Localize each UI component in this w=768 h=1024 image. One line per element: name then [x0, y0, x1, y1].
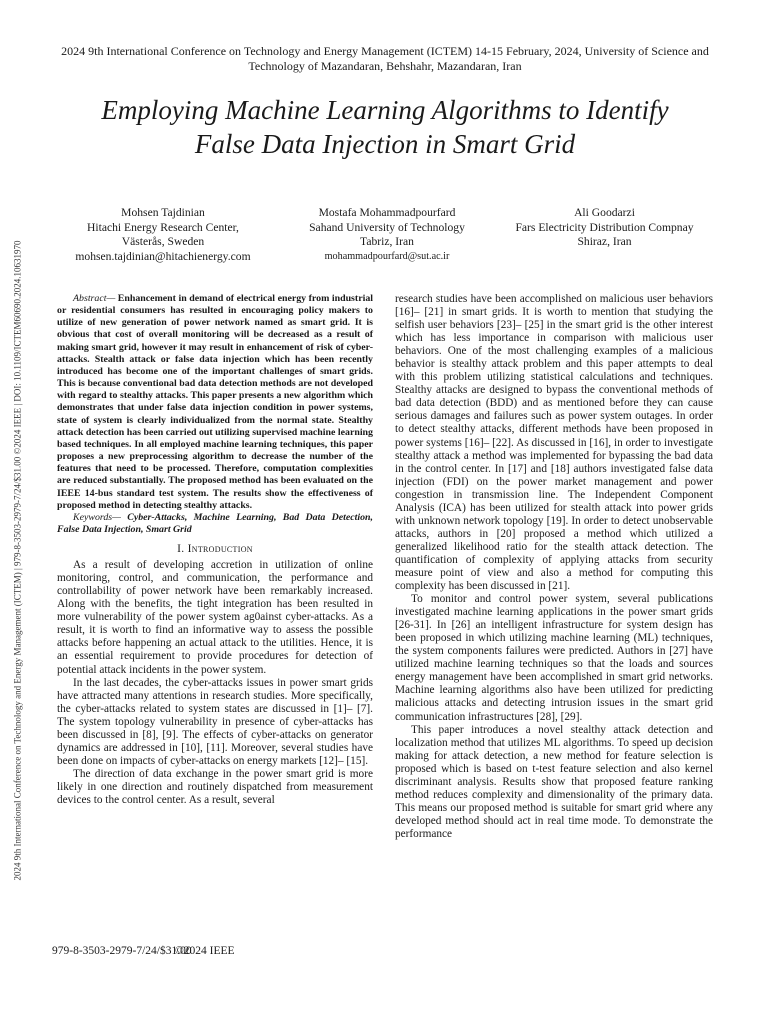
footer-isbn: 979-8-3503-2979-7/24/$31.00: [52, 945, 192, 957]
author-affiliation: Fars Electricity Distribution Compnay: [515, 220, 694, 234]
author-name: Mostafa Mohammadpourfard: [318, 206, 456, 219]
abstract-label: Abstract—: [73, 293, 116, 304]
author-block: [40, 206, 730, 266]
section-heading: [57, 542, 373, 556]
intro-paragraph-3: The direction of data exchange in the power smart grid is more likely in one direction and routinely dispatched from measurement devices to the control center. As a result, several: [57, 767, 373, 806]
title-line-2: False Data Injection in Smart Grid: [194, 129, 576, 159]
author-affiliation: Sahand University of Technology: [309, 220, 465, 234]
intro-paragraph-2: In the last decades, the cyber-attacks issues in power smart grids have attracted many attentions in research studies. More specifically, the cyber-attacks related to system states are discussed in [1]– [7]. The system topology vulnerability in presence of cyber-attacks has been discussed in [8], [9]. The effects of cyber-attacks on generator dynamics are addressed in [10], [11]. Moreover, several studies have been done on impacts of cyber-attacks on energy markets [12]– [15].: [57, 676, 373, 767]
author-1: [68, 206, 258, 264]
author-email: mohsen.tajdinian@hitachienergy.com: [75, 249, 251, 263]
right-paragraph-2: To monitor and control power system, several publications investigated machine learning applications in the power smart grids [26-31]. In [26] an intelligent infrastructure for system design has been proposed in which utilizing machine learning (ML) techniques, the system components failures were predicted. Authors in [27] have utilized machine learning techniques so that the loads and sources energy management have been accomplished in smart grid networks. Machine learning algorithms also have been utilized for predicting malicious attacks and detecting intrusion issues in the smart grid communication infrastructures [28], [29].: [395, 593, 713, 723]
right-paragraph-3: This paper introduces a novel stealthy attack detection and localization method that utilizes ML algorithms. To speed up decision making for attack detection, a new method for feature selection is proposed which is based on t-test feature selection and also kernel discriminant analysis. Results show that proposed feature ranking method reduces complexity and dimensionality of the primary data. This means our proposed method is suitable for smart grid where any developed method should act in real time mode. To demonstrate the performance: [395, 723, 713, 840]
section-number: I.: [177, 543, 185, 556]
author-name: Mohsen Tajdinian: [121, 206, 205, 219]
right-column: [395, 293, 713, 841]
author-location: Västerås, Sweden: [121, 235, 205, 248]
side-doi-stamp: 2024 9th International Conference on Technology and Energy Management (ICTEM) | 979-8-3503-2979-7/24/$31.00 ©2024 IEEE | DOI: 10.1109/ICTEM60690.2024.10631970: [12, 240, 23, 881]
keywords-text: Cyber-Attacks, Machine Learning, Bad Data Detection, False Data Injection, Smart Grid: [57, 511, 373, 535]
abstract-text: Enhancement in demand of electrical energy from industrial or residential consumers has resulted in encouraging policy makers to utilize of new generation of power network named as smart grid. It is obvious that cost of overall monitoring will be decreased as a result of making smart grid, however it may result in enhancement of risk of cyber-attacks. Stealth attack or false data injection which has been recently introduced has become one of the important challenges of smart grids. This is because conventional bad data detection methods are not developed with regard to stealthy attacks. This paper presents a new algorithm which demonstrates that under false data injection condition in power systems, state of system is clearly individualized from the normal state. Stealthy attack detection has been carried out utilizing supervised machine learning based techniques. In all employed machine learning techniques, this paper proposes a new preprocessing algorithm to decrease the number of the features that need to be processed. Therefore, computation complexities are reduced substantially. The proposed method has been evaluated on the IEEE 14-bus standard test system. The results show the effectiveness of proposed method in detecting stealthy attacks.: [57, 293, 373, 511]
author-affiliation: Hitachi Energy Research Center,: [87, 220, 239, 234]
author-location: Tabriz, Iran: [360, 235, 414, 248]
keywords-label: Keywords—: [73, 511, 121, 523]
left-column: [57, 293, 373, 807]
paper-title: [40, 93, 730, 161]
abstract: [57, 293, 373, 512]
author-name: Ali Goodarzi: [574, 206, 635, 219]
title-line-1: Employing Machine Learning Algorithms to Identify: [101, 95, 669, 125]
section-title: Introduction: [187, 543, 253, 556]
author-3: [492, 206, 717, 250]
author-2: [292, 206, 482, 264]
footer-copyright: ©2024 IEEE: [175, 945, 235, 957]
author-email: mohammadpourfard@sut.ac.ir: [324, 250, 450, 262]
author-location: Shiraz, Iran: [577, 235, 632, 248]
keywords: [57, 512, 373, 536]
right-paragraph-1: research studies have been accomplished on malicious user behaviors [16]– [21] in smart grids. It is worth to mention that studying the selfish user behaviors [23]– [25] in the smart grid is the other interest which has less importance in comparison with malicious user behaviors. One of the most challenging examples of a malicious behavior is stealthy attack problem and this paper attempts to deal with this problem utilizing statistical calculations and techniques. Stealthy attacks are designed to bypass the conventional methods of bad data detection (BDD) and as mentioned before they can cause serious damages and failures such as power system outages. In order to detect stealthy attacks, different methods have been proposed in power systems [16]– [22]. As discussed in [16], in order to investigate stealthy attack a method was implemented for bypassing the bad data in the control center. In [17] and [18] authors investigated false data injection (FDI) on the power market management and power congestion in transmission line. The Independent Component Analysis (ICA) has been utilized for stealth attack into power grids with unknown network topology [19]. In order to detect unobservable attacks, authors in [20] proposed a method which utilized a generalized likelihood ratio for the stealth attack detection. The quantification of complexity of applying attacks from security measure point of view and also a method for computing this complexity has been discussed in [21].: [395, 293, 713, 593]
intro-paragraph-1: As a result of developing accretion in utilization of online monitoring, control, and communication, the performance and controllability of power network have been remarkably increased. Along with the benefits, the tight integration has been resulted in more vulnerability of the power system ag0ainst cyber-attacks. As a result, it is worth to find an informative way to assess the possible attacks before happening an actual attack to the utilities. Hence, it is an essential requirement to provide procedures for detection of potential attack incidents in the power system.: [57, 559, 373, 676]
conference-header: 2024 9th International Conference on Technology and Energy Management (ICTEM) 14-15 February, 2024, University of Science and Technology of Mazandaran, Behshahr, Mazandaran, Iran: [61, 44, 709, 73]
